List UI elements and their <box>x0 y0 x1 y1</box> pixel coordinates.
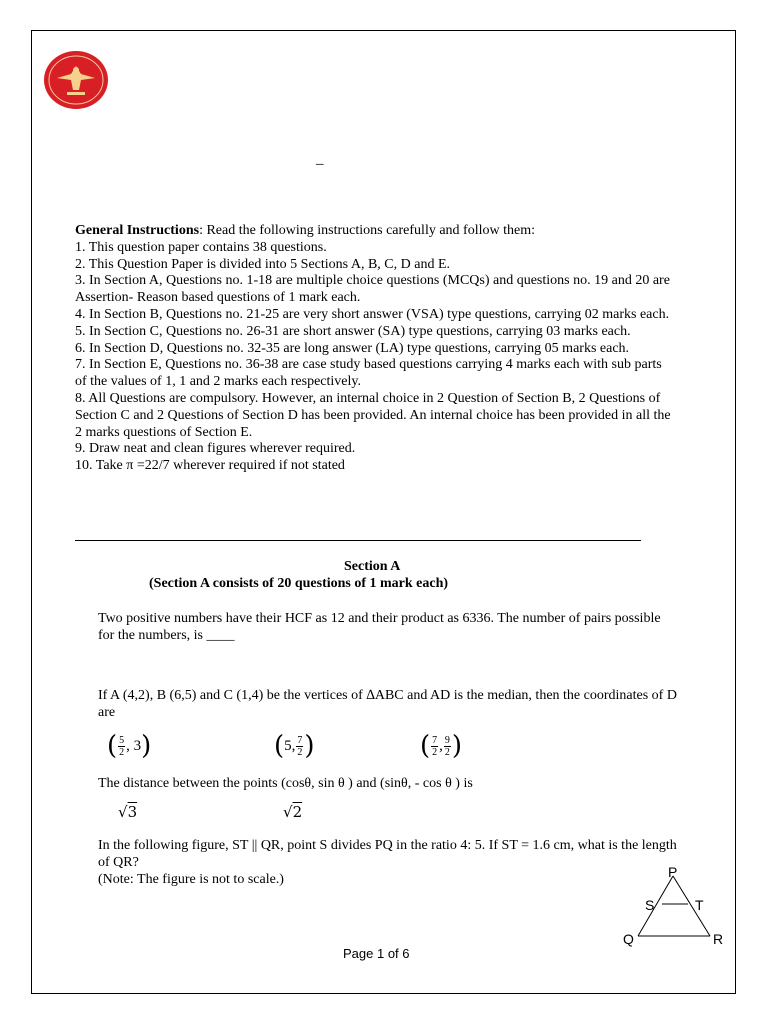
divider-line <box>75 540 641 541</box>
fraction: $\frac{5}{2}$ <box>119 734 125 758</box>
label-s: S <box>645 897 655 913</box>
section-subtitle: (Section A consists of 20 questions of 1 mark each) <box>149 576 449 591</box>
instruction-item: 5. In Section C, Questions no. 26-31 are short answer (SA) type questions, carrying 03 marks each. <box>75 323 631 339</box>
fraction: $\frac{7}{2}$ <box>432 734 438 758</box>
triangle-figure <box>620 864 730 948</box>
question-4 <box>98 837 678 888</box>
fraction: $\frac{7}{2}$ <box>297 734 303 758</box>
instruction-item: 1. This question paper contains 38 questions. <box>75 239 327 255</box>
instructions-intro: : Read the following instructions carefully and follow them: <box>199 223 535 238</box>
page-number: Page 1 of 6 <box>343 946 410 961</box>
general-instructions <box>75 223 675 475</box>
option-sqrt-2: √2 <box>283 803 303 821</box>
instruction-item: 4. In Section B, Questions no. 21-25 are very short answer (VSA) type questions, carrying 02 marks each. <box>75 306 670 322</box>
label-p: P <box>668 864 678 880</box>
instructions-heading-line <box>75 223 675 240</box>
option-b: ( 5, $\frac{7}{2}$ ) <box>274 731 315 761</box>
option-c: ( $\frac{7}{2}$ , $\frac{9}{2}$ ) <box>420 731 463 761</box>
question-2 <box>98 687 678 721</box>
label-t: T <box>695 897 704 913</box>
header-dash: – <box>316 156 324 172</box>
question-text: The distance between the points (cosθ, sin θ ) and (sinθ, - cos θ ) is <box>98 776 473 791</box>
question-1 <box>98 610 678 644</box>
instruction-item: 2. This Question Paper is divided into 5 Sections A, B, C, D and E. <box>75 256 451 272</box>
instruction-item: 7. In Section E, Questions no. 36-38 are case study based questions carrying 4 marks each with sub parts of the values of 1, 1 and 2 marks each respectively. <box>75 357 662 390</box>
question-text: If A (4,2), B (6,5) and C (1,4) be the vertices of ∆ABC and AD is the median, then the coordinates of D are <box>98 688 677 720</box>
option-sqrt-3: √3 <box>118 803 138 821</box>
fraction: $\frac{9}{2}$ <box>444 734 450 758</box>
label-r: R <box>713 931 724 947</box>
section-title: Section A <box>344 559 401 574</box>
option-a: ( $\frac{5}{2}$ , 3 ) <box>107 731 152 761</box>
instruction-item: 3. In Section A, Questions no. 1-18 are multiple choice questions (MCQs) and questions no. 19 and 20 are Assertion- Reason based questions of 1 mark each. <box>75 273 670 306</box>
instruction-item: 6. In Section D, Questions no. 32-35 are long answer (LA) type questions, carrying 05 marks each. <box>75 340 630 356</box>
question-note: (Note: The figure is not to scale.) <box>98 872 284 887</box>
question-3 <box>98 775 678 792</box>
instruction-item: 9. Draw neat and clean figures wherever required. <box>75 441 356 457</box>
school-logo <box>43 50 109 110</box>
instructions-heading: General Instructions <box>75 223 200 238</box>
question-text: Two positive numbers have their HCF as 12 and their product as 6336. The number of pairs possible for the numbers, is ____ <box>98 611 661 643</box>
question-text: In the following figure, ST || QR, point S divides PQ in the ratio 4: 5. If ST = 1.6 cm, what is the length of QR? <box>98 838 677 870</box>
label-q: Q <box>623 931 634 947</box>
instruction-item: 10. Take π =22/7 wherever required if not stated <box>75 458 345 474</box>
instruction-item: 8. All Questions are compulsory. However, an internal choice in 2 Question of Section B, 2 Questions of Section C and 2 Questions of Section D has been provided. An internal choice has been provided in all the 2 marks questions of Section E. <box>75 390 671 440</box>
